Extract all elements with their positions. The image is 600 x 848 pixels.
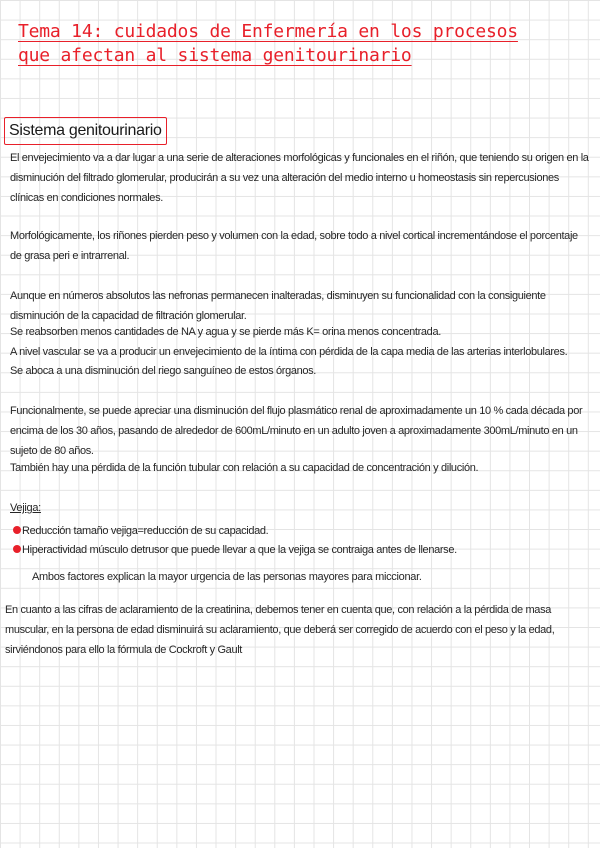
bullet-dot-icon: [13, 526, 21, 534]
paragraph-creatinina: En cuanto a las cifras de aclaramiento de la creatinina, debemos tener en cuenta que, con relación a la pérdida de masa muscular, en la persona de edad disminuirá su aclaramiento, que deberá ser corregido de acuerdo con el peso y la edad, sirviéndonos para ello la fórmula de Cockroft y Gault: [5, 604, 555, 656]
paragraph-nefronas: Aunque en números absolutos las nefronas permanecen inalteradas, disminuyen su funcionalidad con la consiguiente disminución de la capacidad de filtración glomerular.: [10, 290, 546, 322]
paragraph-morfologia: Morfológicamente, los riñones pierden peso y volumen con la edad, sobre todo a nivel cortical incrementándose el porcentaje de grasa peri e intrarrenal.: [10, 230, 578, 262]
section-heading-box: Sistema genitourinario: [4, 117, 167, 145]
bullet-dot-icon: [13, 545, 21, 553]
vejiga-heading: Vejiga:: [10, 502, 41, 514]
list-item: [22, 540, 457, 560]
list-item-text: Reducción tamaño vejiga=reducción de su capacidad.: [22, 525, 269, 537]
paragraph-funcionalmente: Funcionalmente, se puede apreciar una disminución del flujo plasmático renal de aproximadamente un 10 % cada década por encima de los 30 años, pasando de alrededor de 600mL/minuto en un adulto joven a aproximadamente 300mL/minuto en un sujeto de 80 años.: [10, 405, 583, 457]
paragraph-nivel-vascular: A nivel vascular se va a producir un envejecimiento de la íntima con pérdida de la capa media de las arterias interlobulares.: [10, 346, 568, 358]
paragraph-envejecimiento: El envejecimiento va a dar lugar a una serie de alteraciones morfológicas y funcionales en el riñón, que teniendo su origen en la disminución del filtrado glomerular, producirán a su vez una alteración del medio interno u homeostasis sin repercusiones clínicas en condiciones normales.: [10, 152, 589, 204]
paragraph-funcion-tubular: También hay una pérdida de la función tubular con relación a su capacidad de concentración y dilución.: [10, 462, 479, 474]
vejiga-note: Ambos factores explican la mayor urgencia de las personas mayores para miccionar.: [32, 571, 422, 583]
page-title: [18, 20, 593, 68]
paragraph-reabsorcion: Se reabsorben menos cantidades de NA y agua y se pierde más K= orina menos concentrada.: [10, 326, 441, 338]
list-item-text: Hiperactividad músculo detrusor que puede llevar a que la vejiga se contraiga antes de llenarse.: [22, 544, 457, 556]
page-title-line-1: Tema 14: cuidados de Enfermería en los procesos: [18, 21, 518, 42]
paragraph-riego: Se aboca a una disminución del riego sanguíneo de estos órganos.: [10, 365, 316, 377]
page-title-line-2: que afectan al sistema genitourinario: [18, 45, 412, 66]
list-item: [22, 521, 268, 541]
